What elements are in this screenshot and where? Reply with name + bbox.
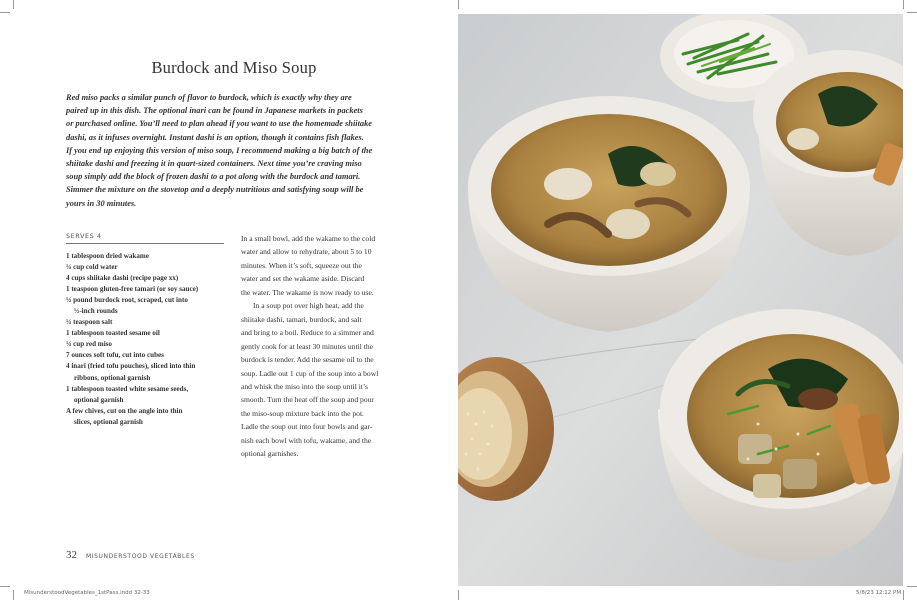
serves-label: SERVES 4 <box>66 232 224 244</box>
method-line: optional garnishes. <box>241 449 299 459</box>
method-line: and whisk the miso into the soup until it’s <box>241 381 368 391</box>
recipe-title: Burdock and Miso Soup <box>151 58 317 77</box>
running-head: MISUNDERSTOOD VEGETABLES <box>86 553 195 560</box>
intro-line: paired up in this dish. The optional inari can be found in Japanese markets in packets <box>66 106 363 116</box>
method-line: the water. The wakame is now ready to use. <box>241 287 374 297</box>
ingredient-continuation: ribbons, optional garnish <box>74 373 151 382</box>
method-line: water and set the wakame aside. Discard <box>241 274 365 284</box>
method-line: smooth. Turn the heat off the soup and pour <box>241 395 374 405</box>
method-line: shiitake dashi, tamari, burdock, and salt <box>241 314 362 324</box>
ingredient-item <box>66 406 226 428</box>
ingredient-text: ½ pound burdock root, scraped, cut into <box>66 296 188 305</box>
intro-line: yours in 30 minutes. <box>66 198 137 208</box>
ingredient-item: ¼ teaspoon salt <box>66 318 113 327</box>
crop-mark <box>0 586 10 587</box>
ingredient-continuation: ½-inch rounds <box>74 307 118 316</box>
intro-line: If you end up enjoying this version of miso soup, I recommend making a big batch of the <box>66 145 373 155</box>
crop-mark <box>903 0 904 9</box>
ingredient-continuation: slices, optional garnish <box>74 417 143 426</box>
ingredient-text: A few chives, cut on the angle into thin <box>66 406 183 415</box>
ingredient-item: 1 tablespoon toasted sesame oil <box>66 329 160 338</box>
ingredient-item: 1 teaspoon gluten-free tamari (or soy sauce) <box>66 285 199 294</box>
method-line: and bring to a boil. Reduce to a simmer and <box>241 328 374 338</box>
ingredient-continuation: optional garnish <box>74 395 124 404</box>
ingredient-item <box>66 295 226 317</box>
method-line: gently cook for at least 30 minutes until the <box>241 341 374 351</box>
crop-mark <box>903 590 904 600</box>
method-line: minutes. When it’s soft, squeeze out the <box>241 260 362 270</box>
method-line: burdock is tender. Add the sesame oil to the <box>241 355 374 365</box>
method-line: nish each bowl with tofu, wakame, and the <box>241 435 372 445</box>
ingredient-item: 4 cups shiitake dashi (recipe page xx) <box>66 274 179 283</box>
crop-mark <box>13 590 14 600</box>
soup-photo-illustration <box>458 14 903 586</box>
intro-line: Red miso packs a similar punch of flavor to burdock, which is exactly why they are <box>66 93 352 102</box>
intro-line: dashi, as it infuses overnight. Instant dashi is an option, though it contains fish flakes. <box>66 132 364 142</box>
ingredient-list <box>66 251 226 428</box>
ingredient-text: 1 tablespoon toasted white sesame seeds, <box>66 384 189 393</box>
ingredient-item: ¼ cup red miso <box>66 340 112 349</box>
crop-mark <box>458 590 459 600</box>
method-line: soup. Ladle out 1 cup of the soup into a bowl <box>241 368 379 378</box>
slug-filename: MisunderstoodVegetables_1stPass.indd 32-33 <box>24 590 150 596</box>
crop-mark <box>907 586 917 587</box>
recipe-method <box>241 232 403 461</box>
crop-mark <box>458 0 459 9</box>
method-line: In a small bowl, add the wakame to the cold <box>241 234 376 243</box>
ingredient-item: ¼ cup cold water <box>66 263 118 272</box>
method-line: water and allow to rehydrate, about 5 to 10 <box>241 247 372 257</box>
intro-line: or purchased online. You’ll need to plan ahead if you want to use the homemade shiitake <box>66 119 373 129</box>
intro-line: soup simply add the block of frozen dashi to a pot along with the burdock and tamari. <box>66 172 361 182</box>
recipe-intro <box>66 91 402 210</box>
ingredient-text: 4 inari (fried tofu pouches), sliced into thin <box>66 362 196 371</box>
method-line: the miso-soup mixture back into the pot. <box>241 408 364 418</box>
ingredient-item <box>66 361 226 383</box>
crop-mark <box>907 12 917 13</box>
intro-line: Simmer the mixture on the stovetop and a deeply nutritious and satisfying soup will be <box>66 185 364 195</box>
page-number: 32 <box>66 549 77 561</box>
soup-photo <box>458 14 903 586</box>
ingredient-item: 7 ounces soft tofu, cut into cubes <box>66 351 164 360</box>
slug-date: 5/8/23 12:12 PM <box>856 590 902 596</box>
crop-mark <box>13 0 14 9</box>
intro-line: shiitake dashi and freezing it in quart-sized containers. Next time you’re craving miso <box>66 159 362 169</box>
method-line: Ladle the soup out into four bowls and gar- <box>241 422 373 432</box>
ingredient-item <box>66 384 226 406</box>
crop-mark <box>0 12 10 13</box>
ingredient-item: 1 tablespoon dried wakame <box>66 252 149 260</box>
method-line: In a soup pot over high heat, add the <box>253 301 364 311</box>
